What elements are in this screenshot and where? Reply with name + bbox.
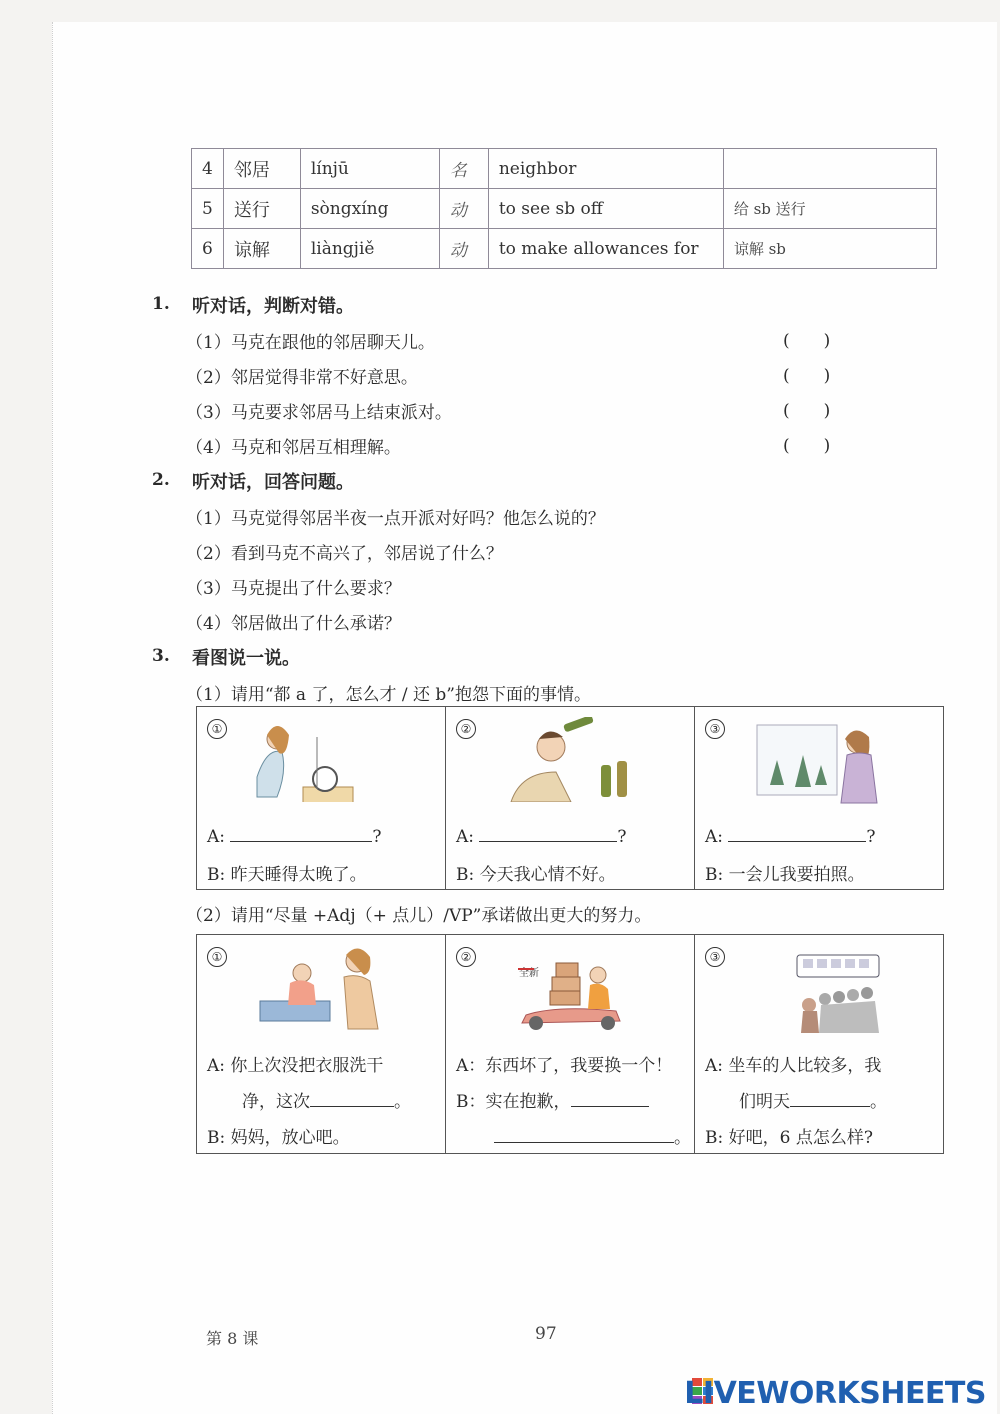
circled-number: ② — [456, 719, 476, 739]
circled-number: ① — [207, 947, 227, 967]
dialogue-b: B: 好吧，6 点怎么样? — [705, 1128, 873, 1148]
answer-blank[interactable] — [494, 1126, 674, 1143]
q1-answer-box-3[interactable]: ( ) — [783, 401, 831, 421]
answer-blank[interactable] — [310, 1090, 394, 1107]
q3-subtask-2: （2）请用“尽量 +Adj（+ 点儿）/VP”承诺做出更大的努力。 — [186, 906, 652, 926]
q2-item-3: （3）马克提出了什么要求？ — [186, 579, 401, 599]
vocab-example: 谅解 sb — [723, 229, 936, 269]
vocab-english: to make allowances for — [488, 229, 723, 269]
new-sign-text: 全新 — [519, 968, 539, 979]
q2-item-1: （1）马克觉得邻居半夜一点开派对好吗？他怎么说的？ — [186, 509, 605, 529]
vocab-english: neighbor — [488, 149, 723, 189]
woman-waking-illustration — [247, 717, 367, 802]
dialogue-b: B: 昨天睡得太晚了。 — [207, 865, 367, 885]
vocab-number: 4 — [192, 149, 224, 189]
promise-cell-3 — [695, 935, 943, 1153]
period: 。 — [870, 1092, 887, 1112]
vocab-part-of-speech: 名 — [439, 149, 488, 189]
answer-blank[interactable] — [230, 825, 372, 842]
vocab-part-of-speech: 动 — [439, 229, 488, 269]
answer-blank[interactable] — [479, 825, 617, 842]
vocab-pinyin: línjū — [300, 149, 439, 189]
table-row — [192, 149, 937, 189]
vocab-part-of-speech: 动 — [439, 189, 488, 229]
prompt-text: 们明天 — [739, 1092, 790, 1112]
period: 。 — [394, 1092, 411, 1112]
liveworksheets-watermark: LIVEWORKSHEETS — [684, 1376, 986, 1411]
promise-picture-grid — [196, 934, 944, 1154]
q2-item-2: （2）看到马克不高兴了，邻居说了什么？ — [186, 544, 503, 564]
question-3-title: 看图说一说。 — [192, 648, 300, 669]
q1-answer-box-2[interactable]: ( ) — [783, 366, 831, 386]
delivery-scooter-illustration — [516, 955, 646, 1033]
vocab-pinyin: liàngjiě — [300, 229, 439, 269]
question-1-title: 听对话，判断对错。 — [192, 296, 354, 317]
dialogue-b-line2 — [494, 1123, 691, 1148]
vocab-hanzi: 送行 — [223, 189, 300, 229]
q1-item-4: （4）马克和邻居互相理解。 — [186, 438, 401, 458]
complaint-picture-grid — [196, 706, 944, 890]
answer-blank[interactable] — [790, 1090, 870, 1107]
promise-cell-2 — [446, 935, 695, 1153]
dialogue-b: B: 今天我心情不好。 — [456, 865, 616, 885]
page-number: 97 — [535, 1324, 557, 1344]
man-drinking-illustration — [501, 717, 661, 802]
vocab-number: 6 — [192, 229, 224, 269]
complaint-cell-1 — [197, 707, 446, 889]
circled-number: ③ — [705, 947, 725, 967]
dialogue-a-line1: A: 你上次没把衣服洗干 — [207, 1056, 384, 1076]
circled-number: ① — [207, 719, 227, 739]
complaint-cell-3 — [695, 707, 943, 889]
dialogue-a-line2 — [242, 1087, 411, 1112]
circled-number: ③ — [705, 719, 725, 739]
q2-item-4: （4）邻居做出了什么承诺？ — [186, 614, 401, 634]
question-2-number: 2. — [152, 470, 170, 490]
vocab-english: to see sb off — [488, 189, 723, 229]
table-row — [192, 229, 937, 269]
vocab-number: 5 — [192, 189, 224, 229]
promise-cell-1 — [197, 935, 446, 1153]
lesson-label: 第 8 课 — [206, 1329, 259, 1348]
period: 。 — [674, 1128, 691, 1148]
vocab-example: 给 sb 送行 — [723, 189, 936, 229]
dialogue-a-line1: A: 坐车的人比较多，我 — [705, 1056, 882, 1076]
question-mark: ? — [866, 827, 876, 847]
speaker-a: A: — [456, 827, 475, 847]
vocab-example — [723, 149, 936, 189]
question-2-title: 听对话，回答问题。 — [192, 472, 354, 493]
question-mark: ? — [617, 827, 627, 847]
answer-blank[interactable] — [571, 1090, 649, 1107]
dialogue-a — [207, 825, 382, 847]
dialogue-a — [705, 825, 876, 847]
speaker-a: A: — [207, 827, 226, 847]
woman-at-window-illustration — [755, 715, 885, 805]
complaint-cell-2 — [446, 707, 695, 889]
q1-item-2: （2）邻居觉得非常不好意思。 — [186, 368, 418, 388]
answer-blank[interactable] — [728, 825, 866, 842]
prompt-text: B：实在抱歉， — [456, 1092, 571, 1112]
dialogue-b: B: 一会儿我要拍照。 — [705, 865, 865, 885]
dialogue-b-line1 — [456, 1087, 649, 1112]
dialogue-a: A：东西坏了，我要换一个！ — [456, 1056, 673, 1076]
crowded-bus-illustration — [795, 953, 885, 1033]
question-mark: ? — [372, 827, 382, 847]
dialogue-b: B: 妈妈，放心吧。 — [207, 1128, 350, 1148]
q1-answer-box-1[interactable]: ( ) — [783, 331, 831, 351]
q1-item-3: （3）马克要求邻居马上结束派对。 — [186, 403, 452, 423]
vocab-hanzi: 谅解 — [223, 229, 300, 269]
circled-number: ② — [456, 947, 476, 967]
vocab-hanzi: 邻居 — [223, 149, 300, 189]
vocab-pinyin: sòngxíng — [300, 189, 439, 229]
question-1-number: 1. — [152, 294, 170, 314]
prompt-text: 净，这次 — [242, 1092, 310, 1112]
question-3-number: 3. — [152, 646, 170, 666]
q1-item-1: （1）马克在跟他的邻居聊天儿。 — [186, 333, 435, 353]
vocabulary-table — [191, 148, 937, 269]
speaker-a: A: — [705, 827, 724, 847]
table-row — [192, 189, 937, 229]
laundry-illustration — [252, 943, 392, 1033]
dialogue-a-line2 — [739, 1087, 887, 1112]
q3-subtask-1: （1）请用“都 a 了，怎么才 / 还 b”抱怨下面的事情。 — [186, 685, 591, 705]
q1-answer-box-4[interactable]: ( ) — [783, 436, 831, 456]
dialogue-a — [456, 825, 627, 847]
